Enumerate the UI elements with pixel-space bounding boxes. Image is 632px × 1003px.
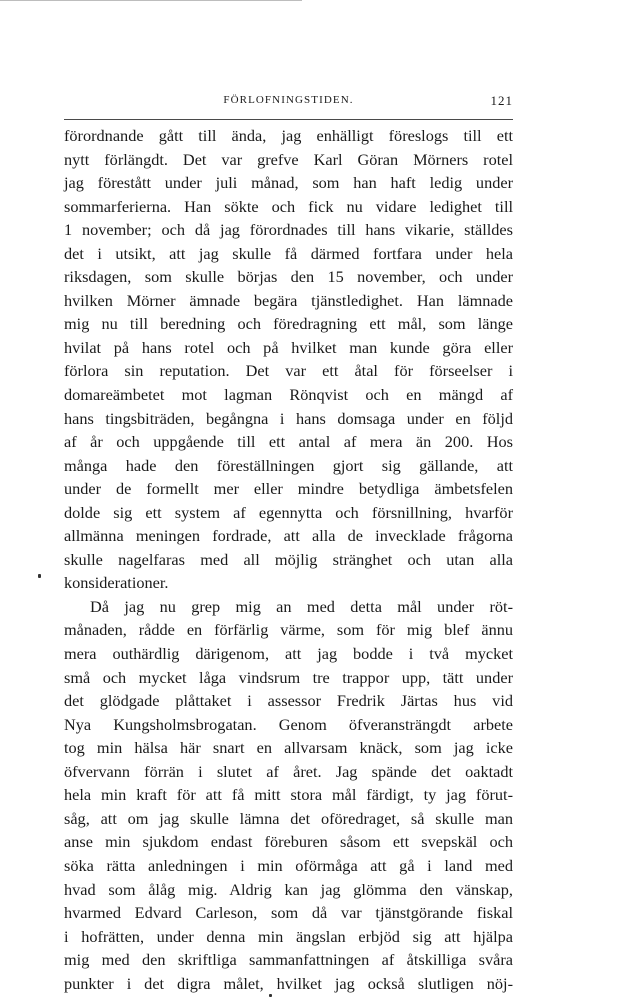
text-line: söka rätta anledningen i min oförmåga att gå i land med	[64, 855, 513, 875]
running-head	[64, 94, 513, 114]
text-line: hvilat på hans rotel och på hvilket man kunde göra eller	[64, 337, 513, 357]
text-line: hvarmed Edvard Carleson, som då var tjänstgörande fiskal	[64, 903, 513, 923]
text-line: nytt förlängdt. Det var grefve Karl Göran Mörners rotel	[64, 149, 513, 169]
text-line: jag förestått under juli månad, som han haft ledig under	[64, 173, 513, 193]
text-line: riksdagen, som skulle börjas den 15 november, och under	[64, 267, 513, 287]
text-line: tog min hälsa här snart en allvarsam knäck, som jag icke	[64, 738, 513, 758]
text-line: hvad som ålåg mig. Aldrig kan jag glömma den vänskap,	[64, 879, 513, 899]
text-line: förlora sin reputation. Det var ett åtal för förseelser i	[64, 361, 513, 381]
text-line: Nya Kungsholmsbrogatan. Genom öfveransträngdt arbete	[64, 714, 513, 734]
text-line: 1 november; och då jag förordnades till hans vikarie, ställdes	[64, 220, 513, 240]
text-line: allmänna meningen fordrade, att alla de invecklade frågorna	[64, 526, 513, 546]
text-line: hvilken Mörner ämnade begära tjänstledighet. Han lämnade	[64, 290, 513, 310]
running-title: FÖRLOFNINGSTIDEN.	[223, 94, 354, 106]
text-line: mig med den skriftliga sammanfattningen af åtskilliga svåra	[64, 950, 513, 970]
text-line: öfvervann förrän i slutet af året. Jag spände det oaktadt	[64, 761, 513, 781]
text-line: många hade den föreställningen gjort sig gällande, att	[64, 455, 513, 475]
top-edge-rule	[0, 0, 302, 1]
body-text	[64, 124, 513, 995]
text-line: det i utsikt, att jag skulle få därmed fortfara under hela	[64, 243, 513, 263]
text-line: förordnande gått till ända, jag enhälligt föreslogs till ett	[64, 126, 513, 145]
paragraph-2	[64, 595, 513, 995]
text-line: mera outhärdlig därigenom, att jag bodde i två mycket	[64, 644, 513, 664]
paragraph-1	[64, 124, 513, 595]
text-line: mig nu till beredning och föredragning ett mål, som länge	[64, 314, 513, 334]
footer-speck	[269, 994, 272, 997]
text-line: det glödgade plåttaket i assessor Fredrik Järtas hus vid	[64, 691, 513, 711]
text-line: af år och uppgående till ett antal af mera än 200. Hos	[64, 432, 513, 452]
text-line: Då jag nu grep mig an med detta mål under röt-	[90, 596, 513, 616]
text-line: punkter i det digra målet, hvilket jag också slutligen nöj-	[64, 973, 513, 993]
margin-speck	[38, 574, 41, 578]
text-line: domareämbetet mot lagman Rönqvist och en mängd af	[64, 385, 513, 405]
page-number: 121	[490, 93, 513, 108]
text-line: i hofrätten, under denna min ängslan erbjöd sig att hjälpa	[64, 926, 513, 946]
text-line: skulle nagelfaras med all möjlig stränghet och utan alla	[64, 549, 513, 569]
text-line: såg, att om jag skulle lämna det oföredraget, så skulle man	[64, 808, 513, 828]
text-line: anse min sjukdom endast föreburen såsom ett svepskäl och	[64, 832, 513, 852]
text-line: hela min kraft för att få mitt stora mål färdigt, ty jag förut-	[64, 785, 513, 805]
text-line: konsiderationer.	[64, 573, 169, 593]
text-line: hans tingsbiträden, begångna i hans domsaga under en följd	[64, 408, 513, 428]
text-line: månaden, rådde en förfärlig värme, som för mig blef ännu	[64, 620, 513, 640]
text-line: dolde sig ett system af egennytta och försnillning, hvarför	[64, 502, 513, 522]
text-line: under de formellt mer eller mindre betydliga ämbetsfelen	[64, 479, 513, 499]
text-line: sommarferierna. Han sökte och fick nu vidare ledighet till	[64, 196, 513, 216]
header-rule	[64, 119, 513, 120]
text-line: små och mycket låga vindsrum tre trappor upp, tätt under	[64, 667, 513, 687]
